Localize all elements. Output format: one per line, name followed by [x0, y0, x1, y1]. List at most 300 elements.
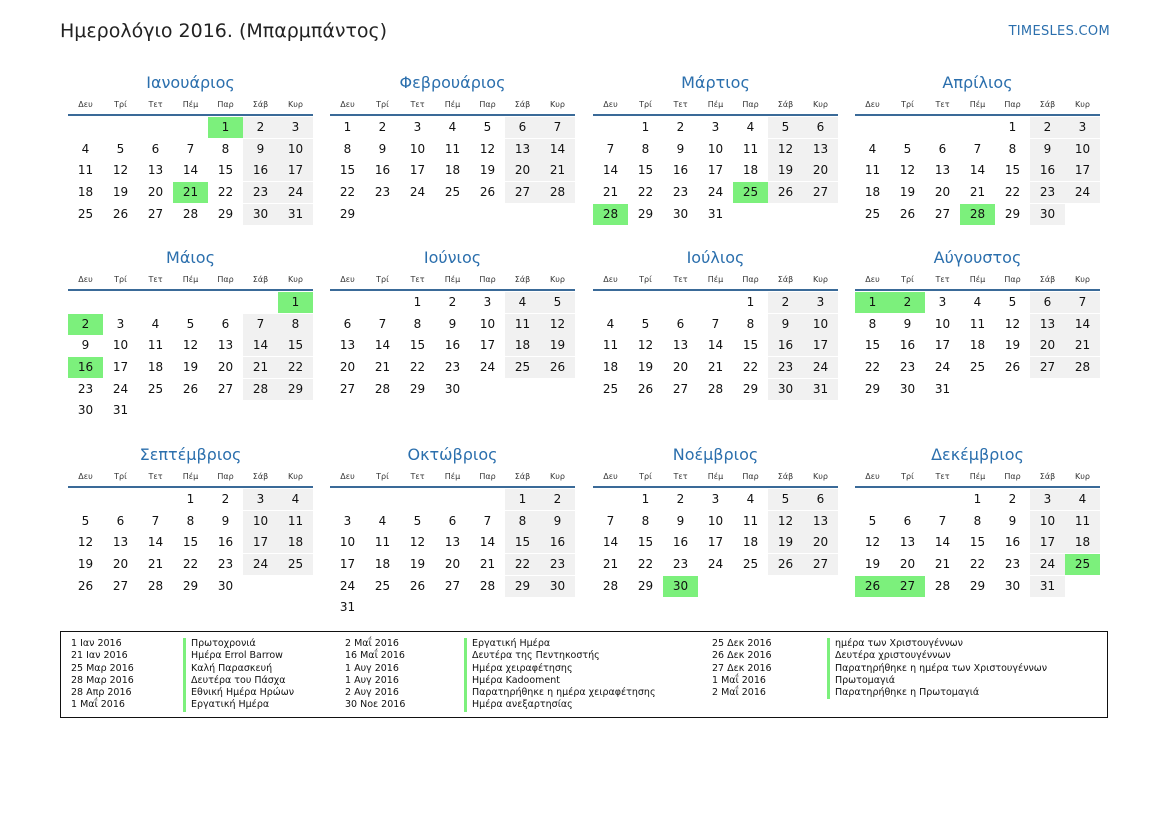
- day-cell: 14: [602, 163, 619, 178]
- month-block: [593, 248, 838, 400]
- day-cell: 3: [483, 295, 492, 309]
- day-cell: 28: [479, 578, 496, 593]
- day-cell: 15: [217, 163, 234, 178]
- day-cell: 14: [540, 139, 575, 160]
- day-cell: 28: [182, 206, 199, 221]
- month-name: Αύγουστος: [933, 248, 1022, 267]
- day-cell: 24: [112, 381, 129, 396]
- day-cell: 15: [742, 338, 759, 353]
- day-cell: 29: [864, 381, 881, 396]
- day-cell: 26: [182, 381, 199, 396]
- day-cell: 17: [278, 160, 313, 181]
- empty-cell: [103, 117, 138, 138]
- week-row: [68, 160, 313, 182]
- day-cell: 21: [969, 185, 986, 200]
- legend-date: 1 Ιαν 2016: [71, 638, 122, 649]
- weekday-label: Δευ: [603, 472, 618, 481]
- weekday-header: [330, 468, 575, 486]
- day-cell: 22: [409, 360, 426, 375]
- day-cell: 27: [444, 578, 461, 593]
- day-cell: 27: [339, 381, 356, 396]
- day-cell: 4: [746, 492, 755, 506]
- legend-date: 28 Απρ 2016: [71, 687, 132, 699]
- empty-cell: [330, 292, 365, 313]
- weekday-label: Πέμ: [182, 100, 199, 109]
- day-cell: 3: [116, 316, 125, 331]
- empty-cell: [365, 489, 400, 510]
- day-cell: 10: [1065, 139, 1100, 160]
- day-cell: 24: [707, 557, 724, 572]
- legend-holiday-name: Καλή Παρασκευή: [183, 663, 294, 675]
- empty-cell: [960, 117, 995, 138]
- day-cell: 3: [278, 117, 313, 138]
- header-divider: [68, 486, 313, 488]
- weekday-label: Πέμ: [969, 100, 986, 109]
- day-cell: 6: [1030, 292, 1065, 313]
- legend-date: 21 Ιαν 2016: [71, 650, 128, 662]
- week-row: [593, 532, 838, 554]
- legend-date: 25 Μαρ 2016: [71, 662, 134, 674]
- day-cell: 1: [855, 292, 890, 313]
- day-cell: 12: [409, 535, 426, 550]
- weekday-label: Σάβ: [1039, 472, 1056, 481]
- day-cell: 16: [1030, 160, 1065, 181]
- day-cell: 14: [243, 335, 278, 356]
- legend-date: 2 Μαΐ 2016: [345, 638, 399, 649]
- day-cell: 12: [540, 314, 575, 335]
- day-cell: 13: [1030, 314, 1065, 335]
- day-cell: 10: [707, 513, 724, 528]
- day-cell: 24: [1030, 554, 1065, 575]
- empty-cell: [138, 489, 173, 510]
- day-cell: 29: [1004, 206, 1021, 221]
- week-row: [330, 357, 575, 379]
- day-cell: 19: [768, 160, 803, 181]
- day-cell: 22: [278, 357, 313, 378]
- day-cell: 25: [505, 357, 540, 378]
- day-cell: 29: [969, 578, 986, 593]
- weekday-label: Παρ: [479, 472, 496, 481]
- week-row: [330, 160, 575, 182]
- weekday-label: Παρ: [1004, 472, 1021, 481]
- day-cell: 5: [413, 513, 422, 528]
- day-cell: 26: [77, 578, 94, 593]
- weekday-label: Κυρ: [550, 275, 565, 284]
- day-cell: 30: [243, 204, 278, 225]
- day-cell: 21: [1065, 335, 1100, 356]
- day-cell: 2: [676, 120, 685, 134]
- day-cell: 24: [803, 357, 838, 378]
- day-cell: 6: [803, 489, 838, 510]
- day-cell: 24: [707, 185, 724, 200]
- day-cell: 15: [637, 163, 654, 178]
- day-cell: 20: [339, 360, 356, 375]
- day-cell: 21: [540, 160, 575, 181]
- day-cell: 21: [243, 357, 278, 378]
- day-cell: 29: [409, 381, 426, 396]
- empty-cell: [435, 489, 470, 510]
- weekday-header: [855, 96, 1100, 114]
- legend-date: 1 Αυγ 2016: [345, 662, 399, 674]
- day-cell: 14: [1065, 314, 1100, 335]
- week-row: [855, 554, 1100, 576]
- day-cell: 10: [339, 535, 356, 550]
- day-cell: 2: [890, 292, 925, 313]
- day-cell: 7: [243, 314, 278, 335]
- legend-date: 1 Μαΐ 2016: [712, 674, 766, 686]
- day-cell: 21: [602, 557, 619, 572]
- day-cell: 6: [343, 316, 352, 331]
- day-cell: 25: [742, 557, 759, 572]
- weekday-label: Τετ: [673, 100, 688, 109]
- day-cell: 6: [151, 141, 160, 156]
- day-cell: 8: [641, 513, 650, 528]
- weekday-label: Πέμ: [707, 472, 724, 481]
- week-row: [68, 182, 313, 204]
- day-cell: 24: [278, 182, 313, 203]
- day-cell: 5: [81, 513, 90, 528]
- day-cell: 2: [540, 489, 575, 510]
- week-row: [855, 314, 1100, 336]
- empty-cell: [173, 117, 208, 138]
- day-cell: 3: [711, 492, 720, 506]
- day-cell: 23: [243, 182, 278, 203]
- day-cell: 27: [217, 381, 234, 396]
- empty-cell: [138, 117, 173, 138]
- empty-cell: [855, 489, 890, 510]
- week-row: [68, 139, 313, 161]
- day-cell: 1: [641, 120, 650, 134]
- legend-date: 1 Αυγ 2016: [345, 674, 399, 686]
- day-cell: 23: [444, 360, 461, 375]
- day-cell: 18: [969, 338, 986, 353]
- day-cell: 23: [1030, 182, 1065, 203]
- day-cell: 3: [1065, 117, 1100, 138]
- week-row: [593, 576, 838, 598]
- week-row: [855, 489, 1100, 511]
- legend-date: 28 Μαρ 2016: [71, 674, 134, 686]
- day-cell: 10: [409, 141, 426, 156]
- day-cell: 4: [278, 489, 313, 510]
- weekday-label: Παρ: [742, 100, 759, 109]
- day-cell: 13: [444, 535, 461, 550]
- weekday-label: Σάβ: [514, 100, 531, 109]
- week-row: [855, 160, 1100, 182]
- weekday-label: Τρί: [376, 100, 389, 109]
- legend-date: 27 Δεκ 2016: [712, 662, 772, 674]
- day-cell: 10: [1030, 511, 1065, 532]
- day-cell: 24: [1065, 182, 1100, 203]
- day-cell: 23: [540, 554, 575, 575]
- weekday-header: [68, 96, 313, 114]
- day-cell: 24: [339, 578, 356, 593]
- weekday-label: Παρ: [479, 275, 496, 284]
- day-cell: 22: [742, 360, 759, 375]
- day-cell: 6: [448, 513, 457, 528]
- day-cell: 27: [803, 554, 838, 575]
- day-cell: 20: [899, 557, 916, 572]
- month-name: Μάιος: [166, 248, 215, 267]
- day-cell: 23: [672, 557, 689, 572]
- empty-cell: [593, 117, 628, 138]
- weekday-label: Παρ: [217, 100, 234, 109]
- legend-date: 2 Μαΐ 2016: [712, 687, 766, 699]
- day-cell: 24: [243, 554, 278, 575]
- day-cell: 8: [413, 316, 422, 331]
- empty-cell: [628, 292, 663, 313]
- weekday-label: Τρί: [639, 275, 652, 284]
- day-cell: 4: [151, 316, 160, 331]
- day-cell: 14: [934, 535, 951, 550]
- day-cell: 16: [243, 160, 278, 181]
- day-cell: 5: [1008, 295, 1017, 309]
- week-row: [855, 357, 1100, 379]
- weekday-label: Πέμ: [969, 472, 986, 481]
- day-cell: 28: [960, 204, 995, 225]
- empty-cell: [365, 292, 400, 313]
- weekday-label: Σάβ: [252, 472, 269, 481]
- day-cell: 28: [602, 578, 619, 593]
- empty-cell: [698, 292, 733, 313]
- day-cell: 23: [768, 357, 803, 378]
- weekday-label: Δευ: [340, 275, 355, 284]
- day-cell: 29: [182, 578, 199, 593]
- day-cell: 30: [77, 403, 94, 418]
- header-divider: [855, 114, 1100, 116]
- day-cell: 17: [112, 360, 129, 375]
- day-cell: 25: [602, 381, 619, 396]
- weekday-label: Κυρ: [1075, 275, 1090, 284]
- day-cell: 27: [1030, 357, 1065, 378]
- month-block: [330, 248, 575, 400]
- day-cell: 16: [68, 357, 103, 378]
- week-row: [593, 160, 838, 182]
- week-row: [593, 489, 838, 511]
- day-cell: 23: [672, 185, 689, 200]
- day-cell: 10: [803, 314, 838, 335]
- day-cell: 26: [540, 357, 575, 378]
- day-cell: 23: [77, 381, 94, 396]
- week-row: [68, 335, 313, 357]
- day-cell: 13: [899, 535, 916, 550]
- day-cell: 2: [243, 117, 278, 138]
- day-cell: 1: [413, 295, 422, 309]
- month-name: Ιούλιος: [686, 248, 745, 267]
- weekday-label: Δευ: [340, 472, 355, 481]
- day-cell: 5: [641, 316, 650, 331]
- day-cell: 4: [81, 141, 90, 156]
- day-cell: 6: [116, 513, 125, 528]
- weekday-label: Τρί: [376, 275, 389, 284]
- day-cell: 9: [1008, 513, 1017, 528]
- day-cell: 21: [707, 360, 724, 375]
- weekday-label: Δευ: [78, 472, 93, 481]
- weekday-label: Παρ: [217, 472, 234, 481]
- day-cell: 11: [864, 163, 881, 178]
- day-cell: 4: [606, 316, 615, 331]
- legend-names-column: [183, 638, 294, 712]
- day-cell: 7: [186, 141, 195, 156]
- weekday-label: Σάβ: [777, 275, 794, 284]
- week-row: [855, 576, 1100, 598]
- day-cell: 5: [186, 316, 195, 331]
- day-cell: 13: [803, 511, 838, 532]
- empty-cell: [68, 489, 103, 510]
- day-cell: 4: [868, 141, 877, 156]
- weekday-label: Κυρ: [813, 472, 828, 481]
- legend-holiday-name: Δευτέρα του Πάσχα: [183, 675, 294, 687]
- day-cell: 25: [444, 185, 461, 200]
- day-cell: 16: [217, 535, 234, 550]
- empty-cell: [173, 292, 208, 313]
- month-block: [330, 73, 575, 225]
- day-cell: 12: [768, 139, 803, 160]
- day-cell: 26: [409, 578, 426, 593]
- day-cell: 20: [217, 360, 234, 375]
- header-divider: [593, 289, 838, 291]
- day-cell: 7: [483, 513, 492, 528]
- day-cell: 19: [479, 163, 496, 178]
- empty-cell: [925, 117, 960, 138]
- day-cell: 8: [746, 316, 755, 331]
- day-cell: 16: [672, 535, 689, 550]
- day-cell: 19: [540, 335, 575, 356]
- day-cell: 7: [711, 316, 720, 331]
- day-cell: 17: [243, 532, 278, 553]
- weekday-label: Κυρ: [288, 472, 303, 481]
- day-cell: 28: [934, 578, 951, 593]
- header-divider: [330, 289, 575, 291]
- day-cell: 18: [1065, 532, 1100, 553]
- week-row: [68, 489, 313, 511]
- week-row: [330, 489, 575, 511]
- day-cell: 4: [378, 513, 387, 528]
- day-cell: 15: [278, 335, 313, 356]
- weekday-label: Πέμ: [707, 275, 724, 284]
- legend-holiday-name: Δευτέρα χριστουγέννων: [827, 650, 1047, 662]
- day-cell: 24: [479, 360, 496, 375]
- month-name: Απρίλιος: [942, 73, 1013, 92]
- day-cell: 21: [934, 557, 951, 572]
- legend-dates-column: [712, 638, 772, 699]
- week-row: [68, 554, 313, 576]
- day-cell: 18: [444, 163, 461, 178]
- day-cell: 21: [479, 557, 496, 572]
- day-cell: 9: [903, 316, 912, 331]
- empty-cell: [138, 292, 173, 313]
- day-cell: 11: [742, 141, 759, 156]
- month-name: Οκτώβριος: [407, 445, 498, 464]
- day-cell: 22: [217, 185, 234, 200]
- day-cell: 25: [733, 182, 768, 203]
- day-cell: 1: [641, 492, 650, 506]
- day-cell: 31: [803, 379, 838, 400]
- day-cell: 28: [374, 381, 391, 396]
- day-cell: 27: [890, 576, 925, 597]
- day-cell: 6: [505, 117, 540, 138]
- day-cell: 11: [77, 163, 94, 178]
- day-cell: 27: [505, 182, 540, 203]
- day-cell: 3: [1030, 489, 1065, 510]
- day-cell: 29: [505, 576, 540, 597]
- weekday-label: Σάβ: [777, 472, 794, 481]
- month-name: Φεβρουάριος: [399, 73, 506, 92]
- empty-cell: [890, 117, 925, 138]
- week-row: [330, 597, 575, 619]
- day-cell: 22: [339, 185, 356, 200]
- month-block: [68, 445, 313, 597]
- holiday-legend: [60, 631, 1108, 718]
- day-cell: 8: [186, 513, 195, 528]
- weekday-label: Τρί: [376, 472, 389, 481]
- day-cell: 28: [593, 204, 628, 225]
- week-row: [593, 379, 838, 401]
- day-cell: 7: [151, 513, 160, 528]
- day-cell: 20: [505, 160, 540, 181]
- week-row: [330, 532, 575, 554]
- day-cell: 13: [803, 139, 838, 160]
- legend-holiday-name: Ημέρα Errol Barrow: [183, 650, 294, 662]
- site-link[interactable]: TIMESLES.COM: [1008, 24, 1110, 39]
- week-row: [855, 292, 1100, 314]
- day-cell: 10: [479, 316, 496, 331]
- day-cell: 12: [899, 163, 916, 178]
- day-cell: 18: [374, 557, 391, 572]
- day-cell: 18: [864, 185, 881, 200]
- day-cell: 7: [606, 513, 615, 528]
- day-cell: 18: [278, 532, 313, 553]
- day-cell: 31: [278, 204, 313, 225]
- weekday-label: Σάβ: [252, 275, 269, 284]
- day-cell: 30: [540, 576, 575, 597]
- day-cell: 4: [505, 292, 540, 313]
- day-cell: 16: [768, 335, 803, 356]
- day-cell: 30: [663, 576, 698, 597]
- day-cell: 5: [903, 141, 912, 156]
- week-row: [68, 379, 313, 401]
- day-cell: 13: [217, 338, 234, 353]
- day-cell: 31: [339, 600, 356, 615]
- day-cell: 11: [374, 535, 391, 550]
- weekday-label: Σάβ: [514, 275, 531, 284]
- empty-cell: [103, 489, 138, 510]
- day-cell: 30: [768, 379, 803, 400]
- week-row: [68, 204, 313, 226]
- empty-cell: [663, 292, 698, 313]
- weekday-label: Πέμ: [182, 275, 199, 284]
- day-cell: 1: [746, 295, 755, 309]
- day-cell: 22: [505, 554, 540, 575]
- day-cell: 19: [637, 360, 654, 375]
- day-cell: 25: [374, 578, 391, 593]
- day-cell: 27: [672, 381, 689, 396]
- header-divider: [330, 486, 575, 488]
- day-cell: 29: [339, 206, 356, 221]
- day-cell: 22: [864, 360, 881, 375]
- legend-names-column: [827, 638, 1047, 699]
- day-cell: 9: [676, 141, 685, 156]
- day-cell: 30: [217, 578, 234, 593]
- legend-holiday-name: Εργατική Ημέρα: [183, 699, 294, 711]
- weekday-label: Πέμ: [707, 100, 724, 109]
- legend-date: 26 Δεκ 2016: [712, 650, 772, 662]
- day-cell: 14: [147, 535, 164, 550]
- day-cell: 2: [768, 292, 803, 313]
- legend-date: 30 Νοε 2016: [345, 699, 406, 711]
- week-row: [68, 576, 313, 598]
- day-cell: 22: [637, 185, 654, 200]
- day-cell: 9: [768, 314, 803, 335]
